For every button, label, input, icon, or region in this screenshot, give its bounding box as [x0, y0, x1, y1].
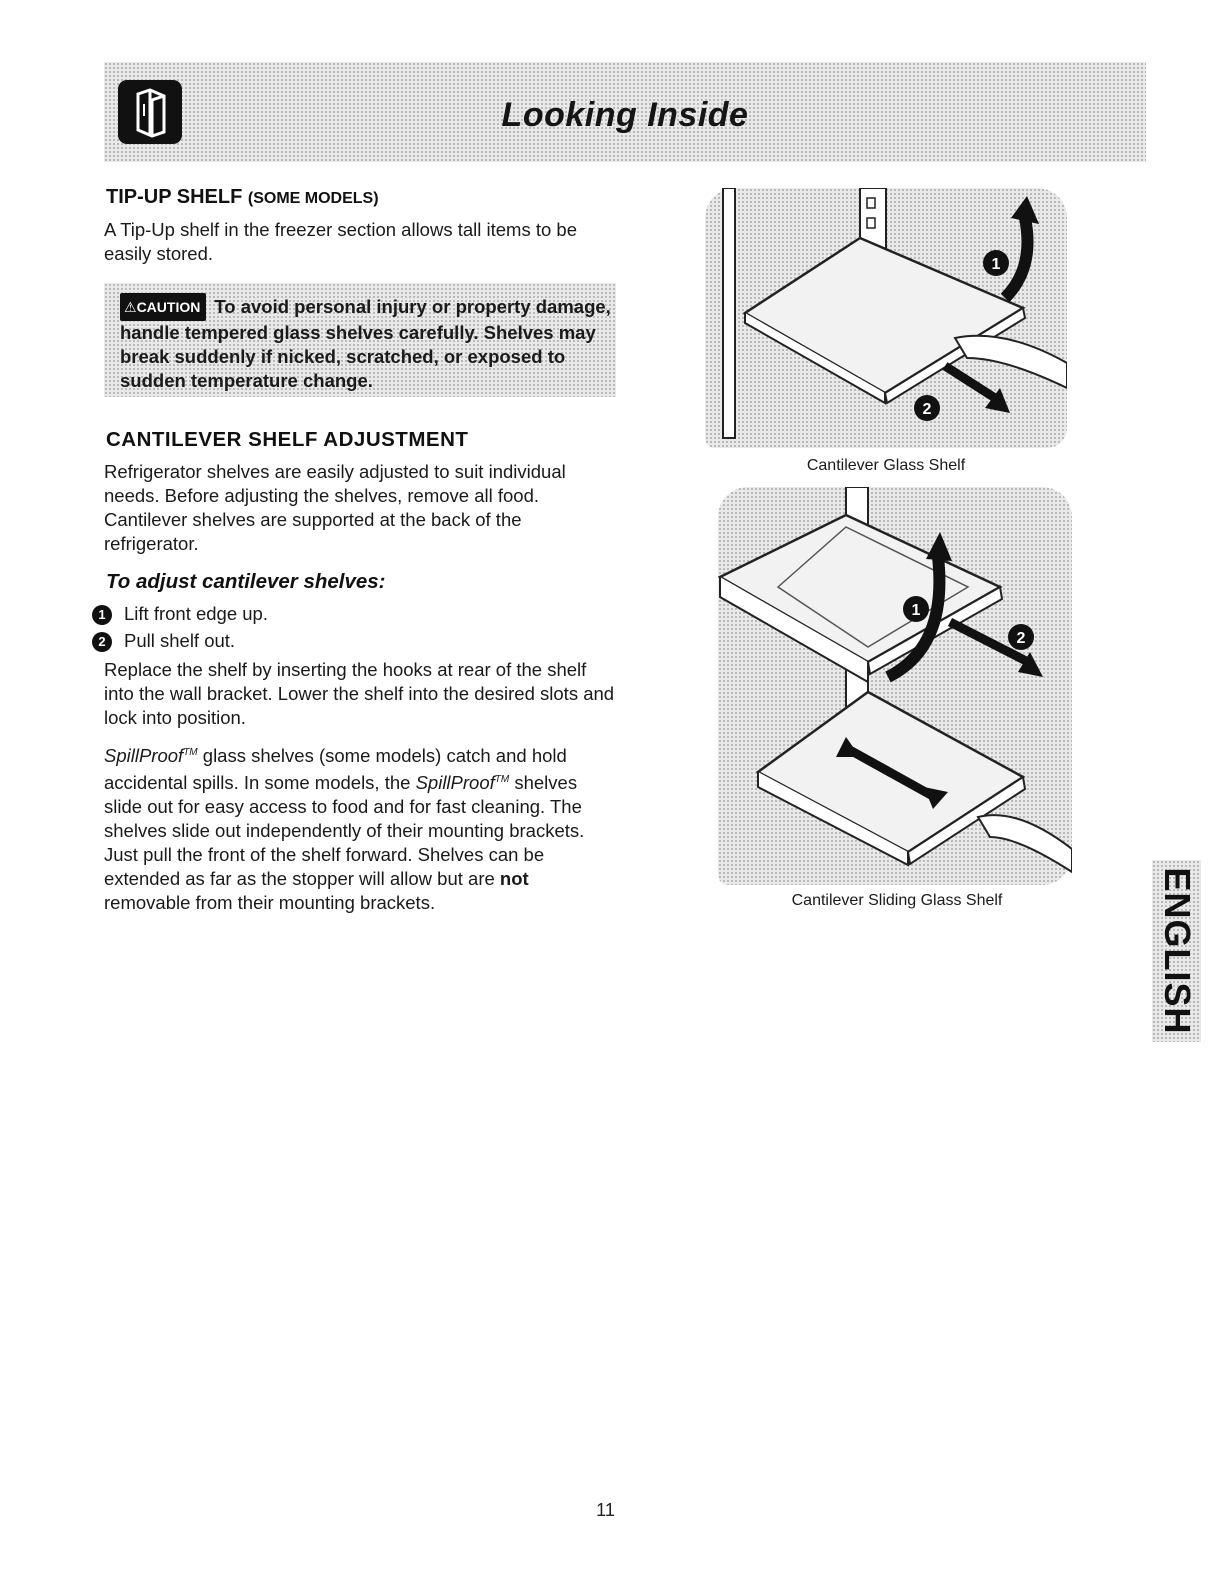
caution-text: To avoid personal injury or property damage, handle tempered glass shelves carefully. Shelves may break suddenly if nicked, scratched, or exposed to sudden temperature change.: [120, 296, 611, 391]
header-banner: [104, 62, 1146, 162]
tip-up-heading: [106, 186, 379, 209]
page-title: Looking Inside: [501, 96, 749, 134]
adjust-subheading: To adjust cantilever shelves:: [106, 570, 386, 593]
step-text: Lift front edge up.: [124, 603, 268, 624]
replace-text: Replace the shelf by inserting the hooks at rear of the shelf into the wall bracket. Lower the shelf into the desired slots and lock into position.: [104, 659, 615, 728]
language-tab: [1152, 860, 1201, 1042]
step-number-badge: 1: [92, 605, 112, 625]
warning-triangle-icon: ⚠: [124, 299, 137, 315]
glass-shelf-caption: Cantilever Glass Shelf: [806, 457, 966, 474]
marker-1-label: 1: [991, 256, 1001, 273]
cantilever-glass-shelf-illustration: [705, 188, 1067, 448]
spillproof-brand: SpillProof: [104, 745, 184, 767]
step-text: Pull shelf out.: [124, 630, 236, 651]
spillproof-text-1: glass shelves (some models) catch and hold accidental spills. In some models, the: [104, 745, 567, 794]
page-number: 11: [596, 1500, 615, 1520]
cantilever-heading: CANTILEVER SHELF ADJUSTMENT: [106, 428, 469, 451]
marker-2-label: 2: [1016, 630, 1026, 647]
caution-message: [120, 293, 612, 393]
language-tab-label: ENGLISH: [1156, 867, 1198, 1035]
step-2: [92, 629, 235, 653]
caution-box: [104, 283, 616, 397]
spillproof-text-3: removable from their mounting brackets.: [104, 892, 436, 914]
marker-2-label: 2: [922, 401, 932, 418]
trademark: TM: [494, 774, 510, 786]
caution-badge-label: CAUTION: [136, 299, 201, 315]
spillproof-paragraph: [104, 741, 616, 915]
caution-badge: [120, 293, 206, 321]
marker-1-label: 1: [911, 602, 921, 619]
spillproof-bold-not: not: [499, 868, 529, 890]
step-1: [92, 602, 268, 626]
trademark: TM: [183, 747, 198, 758]
cantilever-sliding-shelf-illustration: [718, 487, 1072, 885]
tip-up-heading-suffix: (SOME MODELS): [247, 190, 379, 207]
cantilever-intro: Refrigerator shelves are easily adjusted to suit individual needs. Before adjusting the shelves, remove all food. Cantilever shelves are supported at the back of the refrigerator.: [104, 461, 566, 554]
spillproof-text-2: shelves slide out for easy access to food and for fast cleaning. The shelves slide out independently of their mounting brackets. Just pull the front of the shelf forward. Shelves can be extended as far as the stopper will allow but are: [104, 772, 585, 890]
sliding-shelf-caption: Cantilever Sliding Glass Shelf: [791, 892, 1003, 909]
spillproof-brand: SpillProof: [415, 772, 495, 794]
tip-up-heading-text: TIP-UP SHELF: [106, 186, 243, 208]
tip-up-text: A Tip-Up shelf in the freezer section allows tall items to be easily stored.: [104, 219, 577, 264]
step-number-badge: 2: [92, 632, 112, 652]
